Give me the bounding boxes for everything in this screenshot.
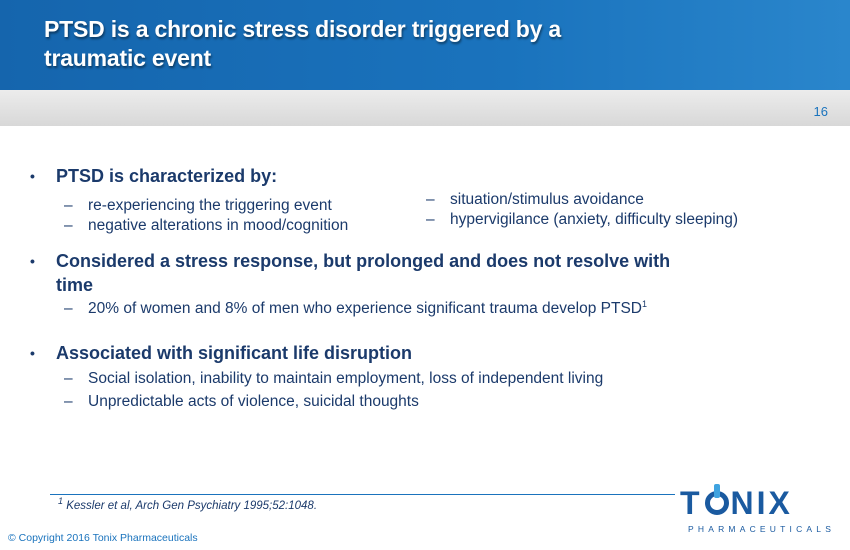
sub-item	[64, 392, 419, 412]
bullet-text-line-1: Considered a stress response, but prolonged and does not resolve with	[56, 251, 671, 271]
sub-dash: –	[64, 300, 73, 317]
sub-dash: –	[64, 370, 73, 387]
sub-text: re-experiencing the triggering event	[88, 197, 332, 214]
tonix-logo	[680, 485, 836, 540]
logo-wordmark	[680, 485, 793, 521]
bullet-ptsd-characterized	[30, 164, 278, 188]
sub-dash: –	[426, 211, 435, 228]
sub-dash: –	[64, 217, 73, 234]
footnote-text: Kessler et al, Arch Gen Psychiatry 1995;52:1048.	[66, 500, 318, 512]
bullet-text-line-2: time	[56, 275, 94, 295]
title-bar	[0, 0, 850, 90]
bullet-dot: •	[30, 253, 35, 269]
footnote-divider	[50, 494, 675, 495]
sub-item	[64, 298, 648, 319]
sub-text: Social isolation, inability to maintain employment, loss of independent living	[88, 370, 604, 387]
gray-divider-band	[0, 90, 850, 126]
logo-letter-t: T	[680, 485, 703, 521]
copyright-notice: © Copyright 2016 Tonix Pharmaceuticals	[8, 532, 198, 544]
sub-text: 20% of women and 8% of men who experience significant trauma develop PTSD	[88, 300, 642, 317]
title-line-2: traumatic event	[44, 45, 212, 71]
bullet-dot: •	[30, 168, 35, 184]
sub-item	[64, 369, 604, 389]
sub-item	[426, 190, 644, 210]
sub-text: Unpredictable acts of violence, suicidal thoughts	[88, 393, 419, 410]
footnote-mark: 1	[58, 496, 64, 507]
sub-text: hypervigilance (anxiety, difficulty sleeping)	[450, 211, 739, 228]
logo-subtitle: PHARMACEUTICALS	[688, 524, 836, 534]
sub-item	[64, 196, 332, 216]
title-line-1: PTSD is a chronic stress disorder triggered by a	[44, 16, 562, 42]
bullet-text: Associated with significant life disruption	[56, 343, 413, 363]
bullet-life-disruption	[30, 341, 413, 365]
sub-dash: –	[64, 393, 73, 410]
footnote-reference: 1	[642, 298, 648, 309]
bullet-stress-response	[30, 249, 671, 297]
sub-dash: –	[426, 191, 435, 208]
sub-dash: –	[64, 197, 73, 214]
page-number: 16	[813, 104, 828, 119]
footnote	[58, 496, 318, 512]
bullet-text: PTSD is characterized by:	[56, 166, 278, 186]
bullet-dot: •	[30, 345, 35, 361]
sub-item	[426, 210, 739, 230]
sub-item	[64, 216, 349, 236]
slide-title	[44, 15, 824, 73]
logo-letters-rest: NIX	[730, 485, 793, 521]
sub-text: negative alterations in mood/cognition	[88, 217, 349, 234]
logo-o-icon	[705, 491, 729, 515]
sub-text: situation/stimulus avoidance	[450, 191, 644, 208]
